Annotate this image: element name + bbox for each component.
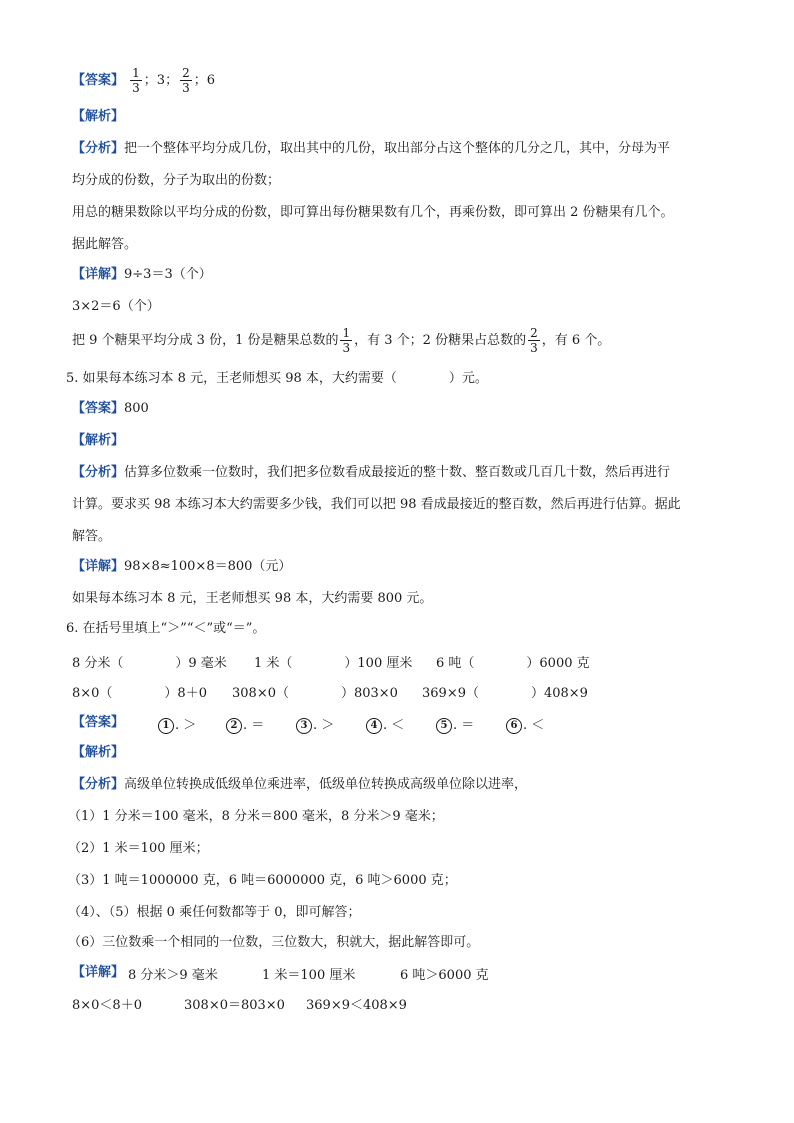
- q6-answer-4: 4 . ＜: [366, 714, 404, 734]
- detail-tag: 【详解】: [72, 965, 125, 980]
- q6-detail-item-5: 308×0＝803×0: [184, 998, 285, 1013]
- circled-number: 2: [226, 718, 242, 734]
- circled-number: 1: [158, 718, 174, 734]
- q4-analysis-line-4: 据此解答。: [72, 237, 138, 252]
- answer-tag: 【答案】: [72, 715, 125, 730]
- analysis-tag: 【分析】: [72, 141, 125, 156]
- q5-analysis-title: 【解析】: [72, 433, 125, 448]
- q6-point-5: （6）三位数乘一个相同的一位数，三位数大，积就大，据此解答即可。: [68, 935, 480, 950]
- q6-detail-item-6: 369×9＜408×9: [306, 998, 407, 1013]
- answer-separator: ；3；: [143, 73, 179, 88]
- q4-analysis-title: 【解析】: [72, 109, 125, 124]
- circled-number: 4: [366, 718, 382, 734]
- q6-point-2: （2）1 米＝100 厘米；: [68, 841, 209, 856]
- q5-analysis-line-3: 解答。: [72, 529, 112, 544]
- q4-analysis-line-2: 均分成的份数，分子为取出的份数；: [72, 173, 281, 188]
- fraction-two-thirds: $\frac{2}{3}$: [530, 326, 538, 355]
- circled-number: 6: [506, 718, 522, 734]
- q6-analysis-line: 【分析】高级单位转换成低级单位乘进率，低级单位转换成高级单位除以进率，: [72, 777, 528, 792]
- fraction-one-third: $\frac{1}{3}$: [342, 326, 351, 355]
- q4-detail-line-1: 【详解】9÷3＝3（个）: [72, 267, 212, 282]
- q5-question: 5. 如果每本练习本 8 元，王老师想买 98 本，大约需要（ ）元。: [66, 371, 488, 386]
- q6-point-3: （3）1 吨＝1000000 克，6 吨＝6000000 克，6 吨＞6000 克；: [68, 873, 457, 888]
- q5-answer-line: 【答案】800: [72, 401, 149, 416]
- q6-answer-2: 2 . ＝: [226, 714, 264, 734]
- q4-analysis-line-1: 【分析】把一个整体平均分成几份，取出其中的几份，取出部分占这个整体的几分之几，其中，分母为平: [72, 141, 671, 156]
- answer-separator: ；6: [193, 73, 215, 88]
- q6-item-2: 1 米（ ）100 厘米: [254, 656, 413, 671]
- q6-item-3: 6 吨（ ）6000 克: [436, 656, 590, 671]
- q6-item-1: 8 分米（ ）9 毫米: [72, 656, 227, 671]
- q5-detail-line-1: 【详解】98×8≈100×8＝800（元）: [72, 559, 292, 574]
- q6-detail-item-4: 8×0＜8＋0: [72, 998, 142, 1013]
- q6-item-6: 369×9（ ）408×9: [422, 686, 588, 701]
- q6-answer-1: 1 . ＞: [158, 714, 196, 734]
- analysis-tag: 【分析】: [72, 777, 125, 792]
- q6-answer-5: 5 . ＝: [436, 714, 474, 734]
- q4-detail-line-3: 把 9 个糖果平均分成 3 份，1 份是糖果总数的 $\frac{1}{3}$ ，有 3 个；2 份糖果占总数的 $\frac{2}{3}$ ，有 6 个。: [72, 326, 611, 355]
- q5-analysis-line-2: 计算。要求买 98 本练习本大约需要多少钱，我们可以把 98 看成最接近的整百数，然后再进行估算。据此: [72, 497, 681, 512]
- q6-item-4: 8×0（ ）8＋0: [72, 686, 207, 701]
- q5-detail-line-2: 如果每本练习本 8 元，王老师想买 98 本，大约需要 800 元。: [72, 591, 433, 606]
- q6-point-4: （4）、（5）根据 0 乘任何数都等于 0，即可解答；: [68, 905, 361, 920]
- analysis-tag: 【分析】: [72, 465, 125, 480]
- q4-analysis-line-3: 用总的糖果数除以平均分成的份数，即可算出每份糖果数有几个，再乘份数，即可算出 2 份糖果有几个。: [72, 205, 674, 220]
- answer-tag: 【答案】: [72, 401, 125, 416]
- detail-tag: 【详解】: [72, 267, 125, 282]
- q6-answer-3: 3 . ＞: [296, 714, 334, 734]
- q6-analysis-title: 【解析】: [72, 745, 125, 760]
- q6-detail-item-3: 6 吨＞6000 克: [400, 968, 489, 983]
- q6-item-5: 308×0（ ）803×0: [232, 686, 398, 701]
- detail-tag: 【详解】: [72, 559, 125, 574]
- answer-tag: 【答案】: [72, 73, 125, 88]
- q4-answer-line: [72, 66, 734, 95]
- q4-detail-line-2: 3×2＝6（个）: [72, 299, 160, 314]
- q6-question: 6. 在括号里填上“＞”“＜”或“＝”。: [66, 621, 266, 636]
- q6-detail-item-2: 1 米＝100 厘米: [262, 968, 356, 983]
- q5-analysis-line-1: 【分析】估算多位数乘一位数时，我们把多位数看成最接近的整十数、整百数或几百几十数，然后再进行: [72, 465, 671, 480]
- q6-detail-item-1: 8 分米＞9 毫米: [128, 968, 218, 983]
- q6-point-1: （1）1 分米＝100 毫米，8 分米＝800 毫米，8 分米＞9 毫米；: [68, 809, 444, 824]
- circled-number: 5: [436, 718, 452, 734]
- fraction-two-thirds: $\frac{2}{3}$: [182, 66, 190, 95]
- q6-answer-6: 6 . ＜: [506, 714, 544, 734]
- fraction-one-third: $\frac{1}{3}$: [132, 66, 140, 95]
- circled-number: 3: [296, 718, 312, 734]
